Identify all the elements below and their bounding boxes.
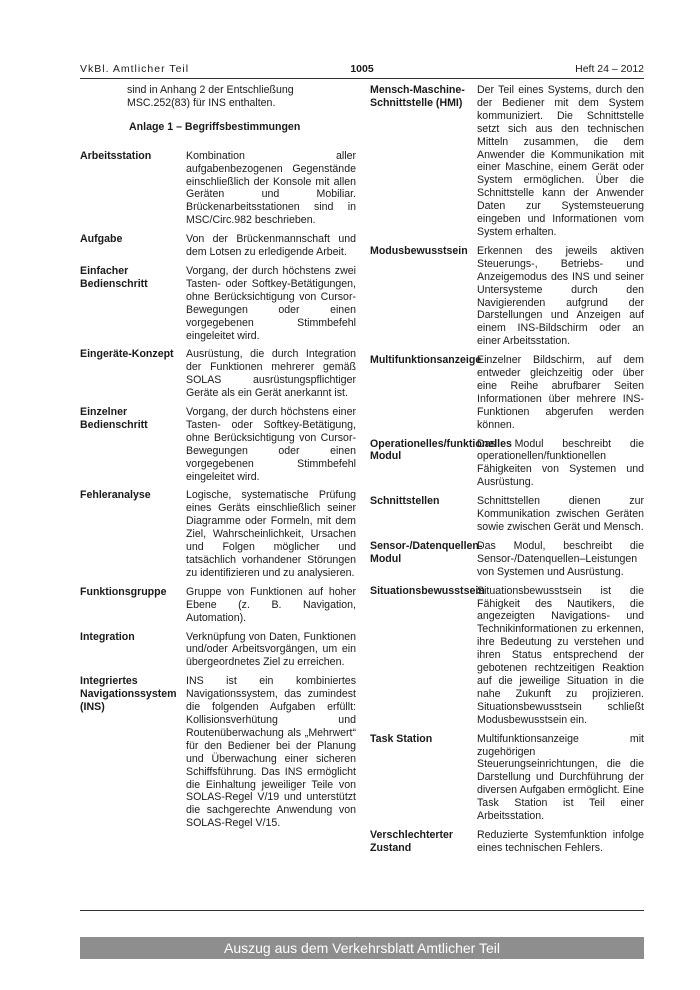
definition-entry xyxy=(80,150,356,227)
definition-text: Kombination aller aufgabenbezogenen Gegenstände einschließlich der Konsole mit allen Geräten und Mobiliar. Brückenarbeitsstationen sind in MSC/Circ.982 beschrieben. xyxy=(186,149,356,227)
definition-term: Einfacher Bedienschritt xyxy=(80,264,148,290)
definition-term: Integration xyxy=(80,630,135,643)
definition-term: Situationsbewusstsein xyxy=(370,584,485,597)
definition-text: Einzelner Bildschirm, auf dem entweder gleichzeitig oder über eine Reihe abrufbarer Seiten Informationen über mehrere INS-Funktionen abgerufen werden können. xyxy=(477,354,644,431)
definition-entry xyxy=(80,348,356,400)
definition-entry xyxy=(370,585,644,727)
definition-term: Modusbewusstsein xyxy=(370,244,468,257)
definition-list-right xyxy=(370,84,644,855)
definition-term: Verschlechterter Zustand xyxy=(370,828,454,854)
definition-term: Mensch-Maschine-Schnittstelle (HMI) xyxy=(370,84,465,109)
footer-banner: Auszug aus dem Verkehrsblatt Amtlicher Teil xyxy=(80,937,644,959)
definition-text: Von der Brückenmannschaft und dem Lotsen zu erledigende Arbeit. xyxy=(186,233,356,259)
definition-term: Aufgabe xyxy=(80,233,123,246)
definition-text: Verknüpfung von Daten, Funktionen und/oder Arbeitsvorgängen, um ein übergeordnetes Ziel zu erreichen. xyxy=(186,630,356,669)
right-column xyxy=(370,84,644,861)
definition-text: Situationsbewusstsein ist die Fähigkeit des Nautikers, die angezeigten Navigations- und Technikinformationen zu erkennen, ihre Bedeutung zu verstehen und ihren Status entsprechend der gebotenen rechtzeitigen Reaktion auf die jeweilige Situation in die nahe Zukunft zu projizieren. Situationsbewusstsein schließt Modusbewusstsein ein. xyxy=(477,584,644,726)
definition-term: Task Station xyxy=(370,732,433,745)
definition-entry xyxy=(370,245,644,348)
definition-list-left xyxy=(80,150,356,830)
definition-term: Funktionsgruppe xyxy=(80,585,167,598)
definition-text: Reduzierte Systemfunktion infolge eines technischen Fehlers. xyxy=(477,828,644,854)
definition-term: Eingeräte-Konzept xyxy=(80,348,174,361)
definition-entry xyxy=(80,265,356,342)
definition-text: Das Modul, beschreibt die Sensor-/Datenquellen–Leistungen von Systemen und Ausrüstung. xyxy=(477,539,644,578)
definition-text: Erkennen des jeweils aktiven Steuerungs-, Betriebs- und Anzeigemodus des INS und seiner Untersysteme durch den Navigierenden aufgrund der Darstellungen und Anzeigen auf einem INS-Bildschirm oder an einer Arbeitsstation. xyxy=(477,244,644,348)
definition-term: Integriertes Navigationssystem (INS) xyxy=(80,675,177,714)
intro-text: sind in Anhang 2 der Entschließung MSC.252(83) für INS enthalten. xyxy=(127,84,294,109)
definition-entry xyxy=(80,586,356,625)
definition-text: Schnittstellen dienen zur Kommunikation zwischen Geräten sowie zwischen Gerät und Mensch. xyxy=(477,495,644,533)
definition-entry xyxy=(370,540,644,579)
section-heading: Anlage 1 – Begriffsbestimmungen xyxy=(129,120,301,133)
definition-text: Das Modul beschreibt die operationellen/funktionellen Fähigkeiten von Systemen und Ausrüstung. xyxy=(477,437,644,489)
definition-term: Arbeitsstation xyxy=(80,149,152,162)
definition-text: Vorgang, der durch höchstens zwei Tasten- oder Softkey-Betätigungen, ohne Berücksichtigung von Cursor-Bewegungen oder einen vorgegebenen Stimmbefehl eingeleitet wird. xyxy=(186,264,356,342)
definition-entry xyxy=(370,829,644,855)
page-number: 1005 xyxy=(350,63,374,75)
definition-text: Der Teil eines Systems, durch den der Bediener mit dem System kommuniziert. Die Schnittstelle setzt sich aus den technischen Mitteln zusammen, die dem Anwender die Kommunikation mit einer Maschine, einem Gerät oder System ermöglichen. Über die Schnittstelle kann der Anwender Daten zur Systemsteuerung eingeben und Informationen vom System erhalten. xyxy=(477,84,644,238)
definition-text: Multifunktionsanzeige mit zugehörigen Steuerungseinrichtungen, die die Darstellung und Durchführung der diversen Aufgaben ermöglicht. Eine Task Station ist Teil einer Arbeitsstation. xyxy=(477,732,644,823)
left-column xyxy=(80,84,356,836)
definition-entry xyxy=(370,495,644,534)
definition-text: Vorgang, der durch höchstens einer Tasten- oder Softkey-Betätigung, ohne Berücksichtigung von Cursor-Bewegungen oder einen vorgegebenen Stimmbefehl eingeleitet wird. xyxy=(186,406,356,483)
page-header xyxy=(80,63,644,77)
journal-title: VkBl. Amtlicher Teil xyxy=(80,63,190,75)
definition-entry xyxy=(80,406,356,483)
definition-entry xyxy=(80,631,356,670)
definition-entry xyxy=(370,733,644,823)
definition-entry xyxy=(80,489,356,579)
definition-text: Logische, systematische Prüfung eines Geräts einschließlich seiner Diagramme oder Formeln, mit dem Ziel, Wahrscheinlichkeit, Ursachen und Folgen möglicher und tatsächlich vorhandener Störungen zu identifizieren und zu analysieren. xyxy=(186,489,356,579)
footer-rule xyxy=(80,910,644,911)
definition-entry xyxy=(370,84,644,239)
definition-text: Ausrüstung, die durch Integration der Funktionen mehrerer gemäß SOLAS ausrüstungspflichtiger Geräte als ein Gerät anerkannt ist. xyxy=(186,348,356,400)
definition-text: Gruppe von Funktionen auf hoher Ebene (z. B. Navigation, Automation). xyxy=(186,585,356,624)
definition-term: Sensor-/Datenquellen-Modul xyxy=(370,539,483,565)
header-rule xyxy=(80,78,644,79)
definition-entry xyxy=(370,438,644,490)
definition-term: Multifunktionsanzeige xyxy=(370,354,482,367)
definition-term: Schnittstellen xyxy=(370,495,440,508)
definition-entry xyxy=(80,675,356,830)
definition-term: Einzelner Bedienschritt xyxy=(80,406,148,431)
issue-label: Heft 24 – 2012 xyxy=(575,63,644,75)
definition-term: Fehleranalyse xyxy=(80,489,151,502)
definition-text: INS ist ein kombiniertes Navigationssystem, das zumindest die folgenden Aufgaben erfüllt: Kollisionsverhütung und Routenüberwachung als „Mehrwert“ für den Bediener bei der Planung und Überwachung einer sicheren Schiffsführung. Das INS ermöglicht die Einhaltung jeweiliger Teile von SOLAS-Regel V/19 und unterstützt die sachgerechte Anwendung von SOLAS-Regel V/15. xyxy=(186,675,356,830)
definition-entry xyxy=(80,233,356,259)
definition-entry xyxy=(370,354,644,431)
definition-term: Operationelles/funktionelles Modul xyxy=(370,437,512,463)
